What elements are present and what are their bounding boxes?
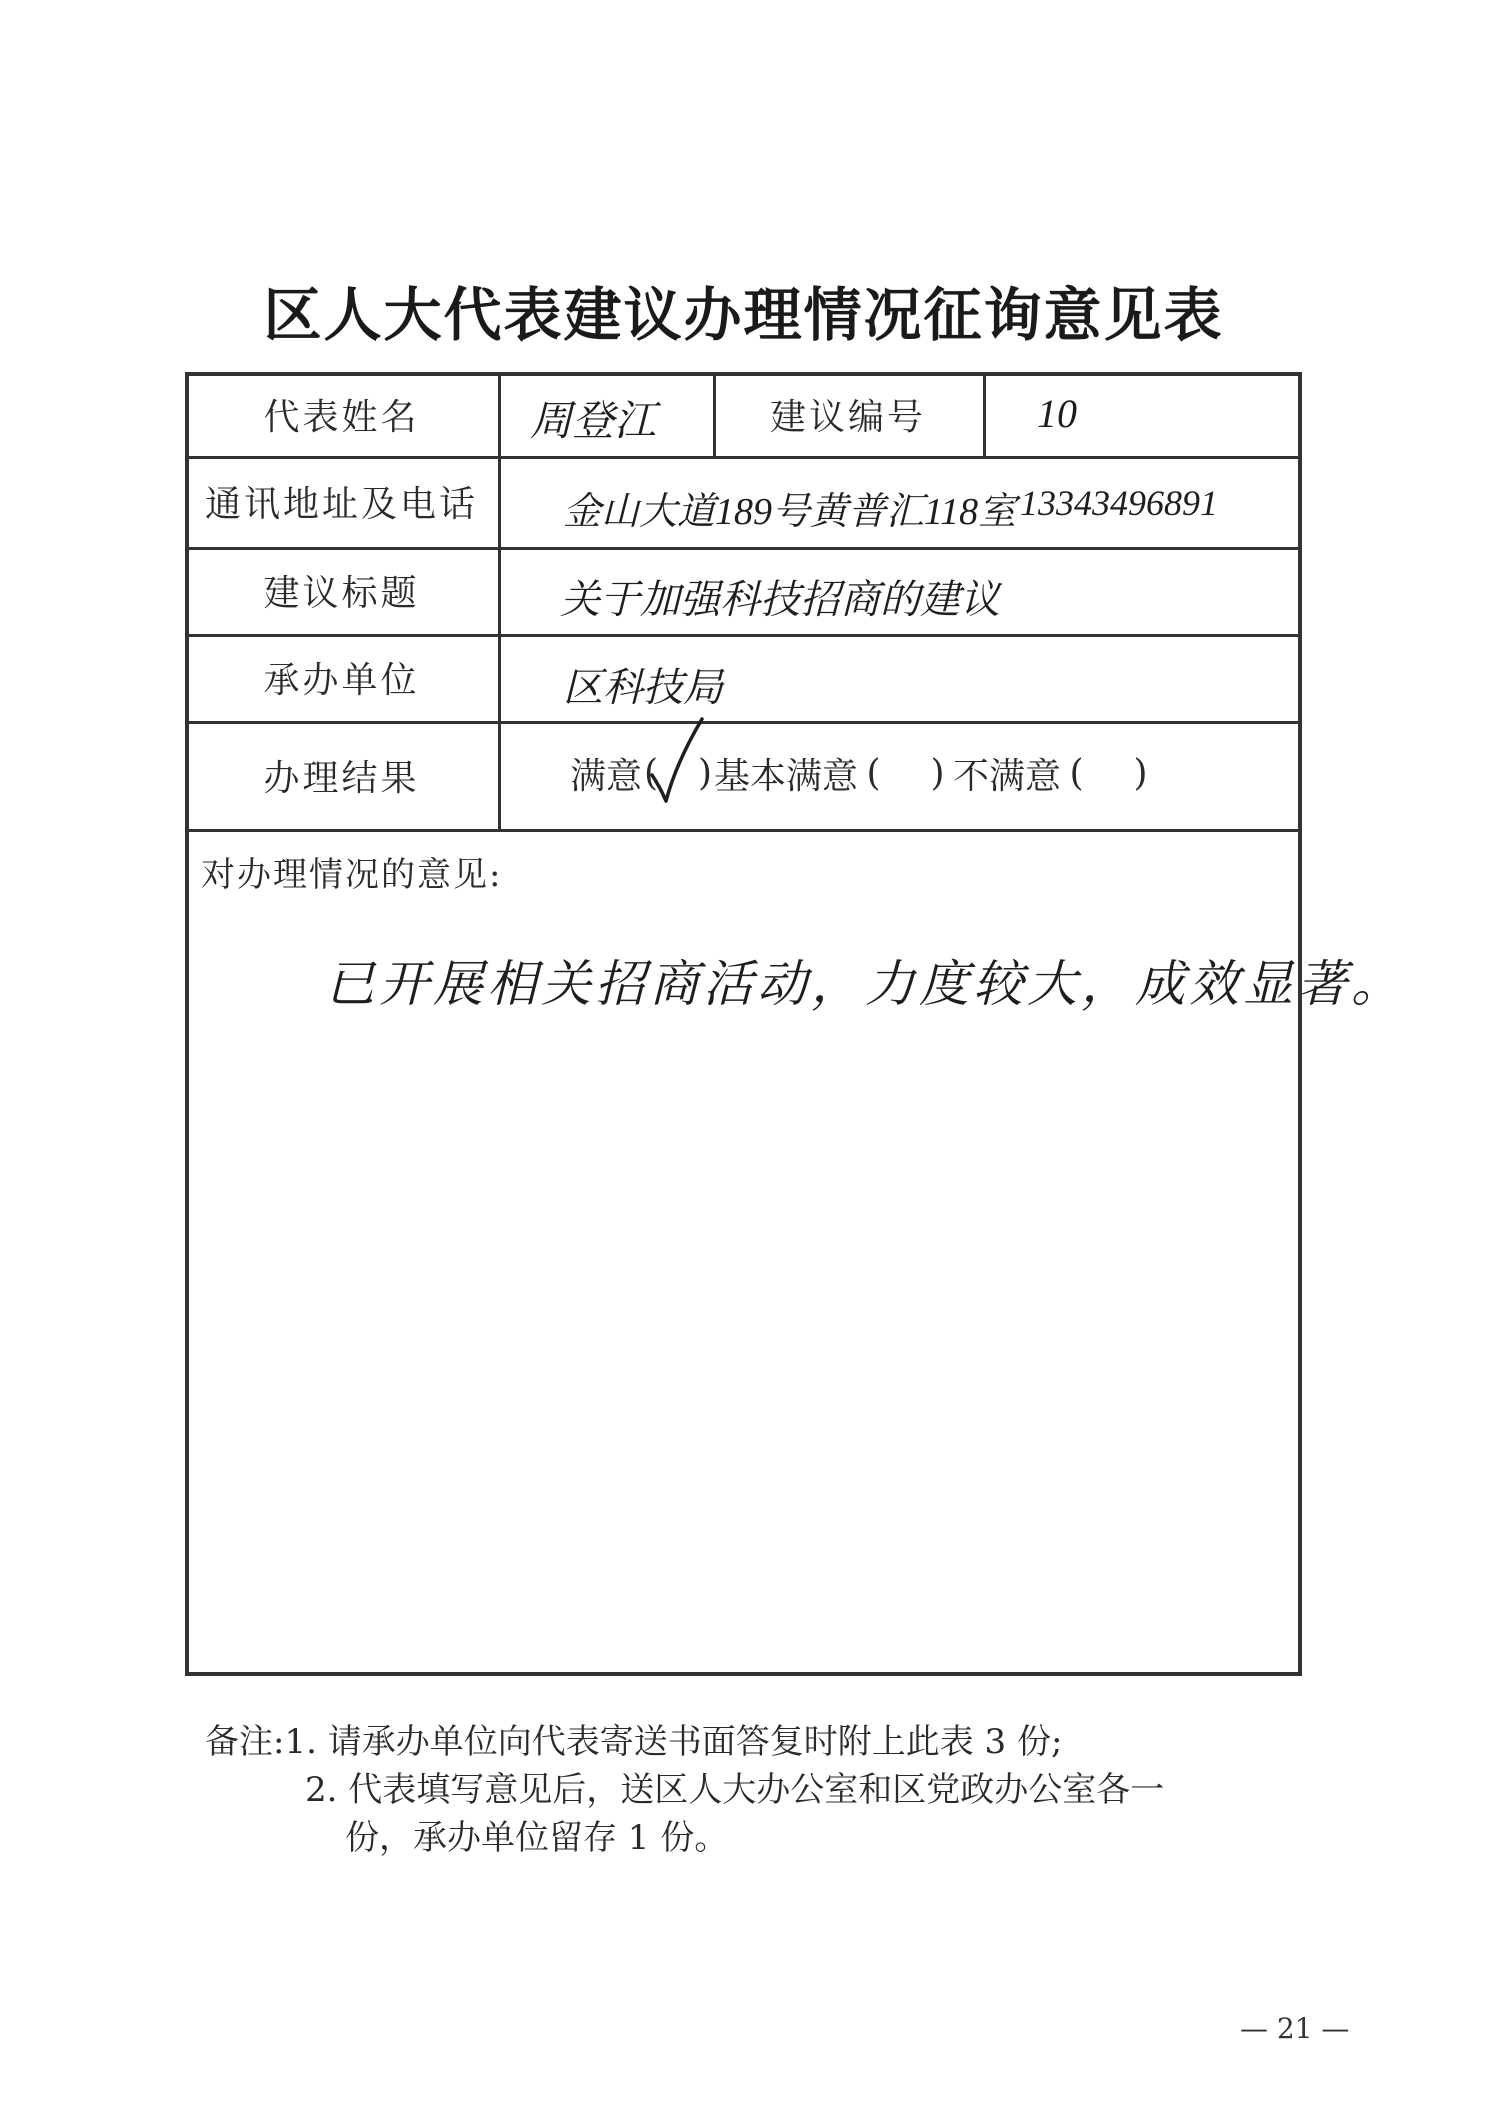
value-phone[interactable]: 13343496891 — [1020, 483, 1218, 523]
option-basic-box[interactable]: ( ) — [866, 753, 945, 794]
opinion-form — [185, 372, 1405, 1676]
form-title: 区人大代表建议办理情况征询意见表 — [263, 281, 1224, 349]
footnotes — [205, 1718, 1325, 1862]
label-result: 办理结果 — [263, 757, 420, 799]
option-satisfied-box[interactable]: ( ) — [642, 753, 714, 794]
value-opinion[interactable]: 已开展相关招商活动，力度较大，成效显著。 — [325, 956, 1405, 1012]
result-options — [570, 748, 1156, 799]
note-1: 1. 请承办单位向代表寄送书面答复时附上此表 3 份; — [284, 1722, 1063, 1762]
label-unit: 承办单位 — [263, 660, 420, 701]
notes-prefix: 备注: — [205, 1722, 285, 1762]
option-unsatisfied-label: 不满意 — [953, 756, 1062, 797]
value-address[interactable]: 金山大道189号黄普汇118室 — [563, 491, 1017, 533]
row-divider — [185, 829, 1302, 832]
check-mark-icon — [646, 713, 706, 813]
column-divider — [498, 372, 501, 829]
label-opinion: 对办理情况的意见: — [201, 854, 503, 895]
option-satisfied-label: 满意 — [570, 756, 643, 797]
note-2: 2. 代表填写意见后，送区人大办公室和区党政办公室各一 — [305, 1770, 1165, 1810]
option-unsatisfied-box[interactable]: ( ) — [1069, 753, 1148, 794]
value-name[interactable]: 周登江 — [530, 399, 657, 445]
label-number: 建议编号 — [769, 396, 926, 438]
label-name: 代表姓名 — [263, 396, 420, 438]
value-subject[interactable]: 关于加强科技招商的建议 — [560, 577, 1000, 622]
label-subject: 建议标题 — [263, 573, 420, 614]
column-divider — [983, 372, 986, 456]
option-basic-label: 基本满意 — [714, 756, 859, 797]
value-number[interactable]: 10 — [1037, 391, 1077, 436]
value-unit[interactable]: 区科技局 — [563, 665, 723, 710]
page-number: — 21 — — [1240, 2012, 1350, 2045]
label-address: 通讯地址及电话 — [204, 484, 478, 525]
note-2-continued: 份，承办单位留存 1 份。 — [345, 1818, 729, 1858]
